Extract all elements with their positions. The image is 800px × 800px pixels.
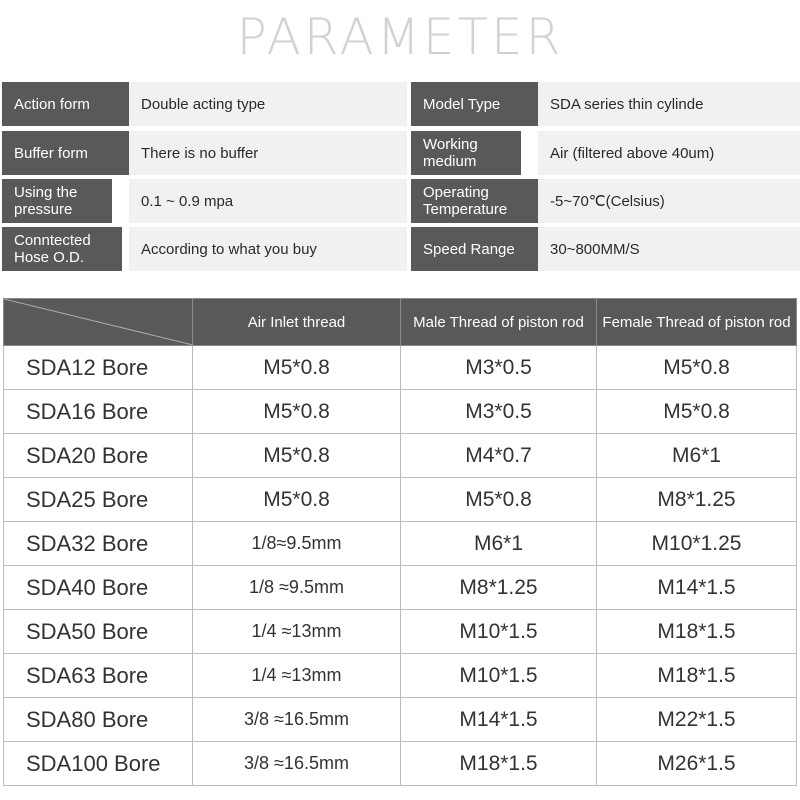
- male-thread-cell: M3*0.5: [401, 390, 597, 434]
- param-row: [0, 82, 800, 126]
- param-value: -5~70℃(Celsius): [538, 179, 800, 223]
- param-label: Using the pressure: [2, 179, 112, 223]
- female-thread-cell: M5*0.8: [597, 346, 797, 390]
- spec-table: [3, 298, 797, 786]
- param-value: Air (filtered above 40um): [538, 131, 800, 175]
- model-cell: SDA25 Bore: [4, 478, 193, 522]
- page-title: PARAMETER: [236, 8, 564, 66]
- table-row: [4, 434, 797, 478]
- table-row: [4, 698, 797, 742]
- female-thread-cell: M18*1.5: [597, 654, 797, 698]
- diagonal-divider: [4, 299, 193, 345]
- air-inlet-cell: M5*0.8: [193, 434, 401, 478]
- female-thread-cell: M5*0.8: [597, 390, 797, 434]
- female-thread-cell: M18*1.5: [597, 610, 797, 654]
- param-value: SDA series thin cylinde: [538, 82, 800, 126]
- table-row: [4, 390, 797, 434]
- air-inlet-cell: 1/4 ≈13mm: [193, 610, 401, 654]
- model-cell: SDA50 Bore: [4, 610, 193, 654]
- female-thread-cell: M26*1.5: [597, 742, 797, 786]
- param-label: Buffer form: [2, 131, 129, 175]
- model-cell: SDA80 Bore: [4, 698, 193, 742]
- param-label: Conntected Hose O.D.: [2, 227, 122, 271]
- male-thread-cell: M3*0.5: [401, 346, 597, 390]
- table-row: [4, 742, 797, 786]
- table-row: [4, 566, 797, 610]
- param-label: Working medium: [411, 131, 521, 175]
- model-cell: SDA100 Bore: [4, 742, 193, 786]
- female-thread-cell: M14*1.5: [597, 566, 797, 610]
- param-label: Operating Temperature: [411, 179, 538, 223]
- param-row: [0, 227, 800, 271]
- param-value: 30~800MM/S: [538, 227, 800, 271]
- female-thread-cell: M22*1.5: [597, 698, 797, 742]
- corner-header-cell: [4, 299, 193, 346]
- table-row: [4, 654, 797, 698]
- table-row: [4, 610, 797, 654]
- air-inlet-cell: M5*0.8: [193, 478, 401, 522]
- model-cell: SDA40 Bore: [4, 566, 193, 610]
- table-row: [4, 478, 797, 522]
- spec-header-row: [4, 299, 797, 346]
- param-value: According to what you buy: [129, 227, 407, 271]
- male-thread-cell: M4*0.7: [401, 434, 597, 478]
- model-cell: SDA12 Bore: [4, 346, 193, 390]
- table-row: [4, 346, 797, 390]
- air-inlet-cell: 1/8≈9.5mm: [193, 522, 401, 566]
- air-inlet-cell: 1/4 ≈13mm: [193, 654, 401, 698]
- param-value: 0.1 ~ 0.9 mpa: [129, 179, 407, 223]
- param-label: Model Type: [411, 82, 538, 126]
- female-thread-cell: M10*1.25: [597, 522, 797, 566]
- model-cell: SDA16 Bore: [4, 390, 193, 434]
- column-header-air-inlet: Air Inlet thread: [193, 299, 401, 346]
- male-thread-cell: M5*0.8: [401, 478, 597, 522]
- column-header-male-thread: Male Thread of piston rod: [401, 299, 597, 346]
- param-value: Double acting type: [129, 82, 407, 126]
- param-row: [0, 131, 800, 175]
- male-thread-cell: M10*1.5: [401, 610, 597, 654]
- air-inlet-cell: 1/8 ≈9.5mm: [193, 566, 401, 610]
- male-thread-cell: M6*1: [401, 522, 597, 566]
- female-thread-cell: M8*1.25: [597, 478, 797, 522]
- male-thread-cell: M14*1.5: [401, 698, 597, 742]
- model-cell: SDA32 Bore: [4, 522, 193, 566]
- model-cell: SDA63 Bore: [4, 654, 193, 698]
- param-value: There is no buffer: [129, 131, 407, 175]
- male-thread-cell: M18*1.5: [401, 742, 597, 786]
- model-cell: SDA20 Bore: [4, 434, 193, 478]
- param-label: Action form: [2, 82, 129, 126]
- table-row: [4, 522, 797, 566]
- air-inlet-cell: M5*0.8: [193, 390, 401, 434]
- air-inlet-cell: 3/8 ≈16.5mm: [193, 742, 401, 786]
- column-header-female-thread: Female Thread of piston rod: [597, 299, 797, 346]
- air-inlet-cell: 3/8 ≈16.5mm: [193, 698, 401, 742]
- air-inlet-cell: M5*0.8: [193, 346, 401, 390]
- male-thread-cell: M8*1.25: [401, 566, 597, 610]
- param-row: [0, 179, 800, 223]
- male-thread-cell: M10*1.5: [401, 654, 597, 698]
- female-thread-cell: M6*1: [597, 434, 797, 478]
- param-label: Speed Range: [411, 227, 538, 271]
